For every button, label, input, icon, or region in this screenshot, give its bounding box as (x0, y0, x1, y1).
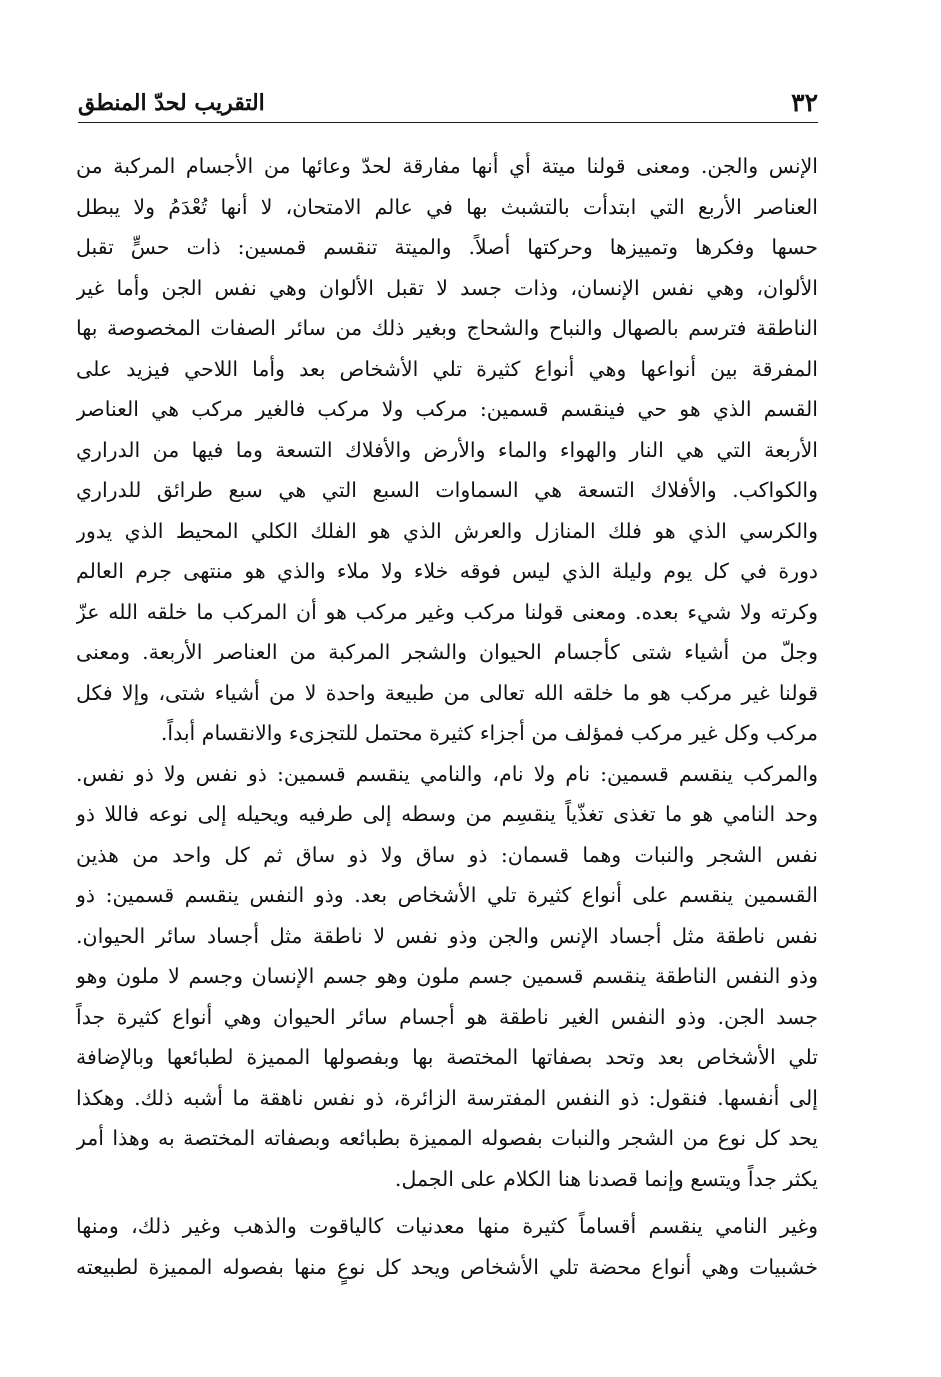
text-line: دورة في كل يوم وليلة الذي ليس فوقه خلاء ولا ملاء والذي هو منتهى جرم العالم (76, 559, 818, 583)
header-divider (78, 122, 818, 123)
page-number: ٣٢ (791, 88, 818, 117)
book-title: التقريب لحدّ المنطق (78, 90, 265, 116)
text-line: والكواكب. والأفلاك التسعة هي السماوات السبع التي هي سبع طرائق للدراري (76, 478, 818, 502)
text-line: الإنس والجن. ومعنى قولنا ميتة أي أنها مفارقة لحدّ وعائها من الأجسام المركبة من (76, 154, 818, 178)
paragraph-2 (76, 1206, 818, 1287)
text-line: القسم الذي هو حي فينقسم قسمين: مركب ولا مركب فالغير مركب هي العناصر (76, 397, 818, 421)
text-line: نفس الشجر والنبات وهما قسمان: ذو ساق ولا ذو ساق ثم كل واحد من هذين (76, 842, 818, 867)
text-line: إلى أنفسها. فنقول: ذو النفس المفترسة الزائرة، ذو نفس ناهقة ما أشبه ذلك. وهكذا (76, 1085, 818, 1110)
text-line: يحد كل نوع من الشجر والنبات بفصوله المميزة بطبائعه وبصفاته المختصة به وهذا أمر (76, 1126, 818, 1150)
running-header (78, 82, 818, 120)
text-line: يكثر جداً ويتسع وإنما قصدنا هنا الكلام على الجمل. (394, 1166, 818, 1191)
text-line: والكرسي الذي هو فلك المنازل والعرش الذي هو الفلك الكلي المحيط الذي يدور (76, 518, 818, 543)
text-line: حسها وفكرها وتمييزها وحركتها أصلاً. والميتة تنقسم قمسين: ذات حسٍّ تقبل (76, 235, 818, 259)
text-line: قولنا غير مركب هو ما خلقه الله تعالى من طبيعة واحدة لا من أشياء شتى، وإلا فكل (76, 680, 818, 705)
text-line: نفس ناطقة مثل أجساد الإنس والجن وذو نفس لا ناطقة مثل أجساد سائر الحيوان. (76, 923, 818, 948)
text-line: الأربعة التي هي النار والهواء والماء والأرض والأفلاك التسعة وما فيها من الدراري (76, 437, 818, 462)
text-line: الألوان، وهي نفس الإنسان، وذات جسد لا تقبل الألوان وهي نفس الجن وأما غير (76, 275, 818, 300)
text-line: القسمين ينقسم على أنواع كثيرة تلي الأشخاص بعد. وذو النفس ينقسم قسمين: ذو (76, 883, 818, 907)
text-line: مركب وكل غير مركب فمؤلف من أجزاء كثيرة محتمل للتجزىء والانقسام أبداً. (160, 721, 818, 745)
text-line: تلي الأشخاص بعد وتحد بصفاتها المختصة بها وبفصولها المميزة لطبائعها وبالإضافة (76, 1045, 818, 1069)
text-line: جسد الجن. وذو النفس الغير ناطقة هو أجسام سائر الحيوان وهي أنواع كثيرة جداً (76, 1004, 818, 1029)
text-line: العناصر الأربع التي ابتدأت بالتشبث بها في عالم الامتحان، لا أنها تُعْدَمُ ولا يبطل (76, 194, 818, 219)
text-line: المفرقة بين أنواعها وهي أنواع كثيرة تلي الأشخاص بعد وأما اللاحي فيزيد على (76, 356, 818, 381)
text-line: وحد النامي هو ما تغذى تغذّياً ينقسِم من وسطه إلى طرفيه ويحيله إلى نوعه فاللا ذو (76, 802, 818, 826)
text-line: وذو النفس الناطقة ينقسم قسمين جسم ملون وهو جسم الإنسان وجسم لا ملون وهو (76, 964, 818, 988)
paragraph-1 (76, 146, 818, 1199)
text-line: وغير النامي ينقسم أقساماً كثيرة منها معدنيات كالياقوت والذهب وغير ذلك، ومنها (76, 1214, 818, 1238)
text-line: وكرته ولا شيء بعده. ومعنى قولنا مركب وغير مركب هو أن المركب ما خلقه الله عزّ (76, 599, 818, 624)
text-line: الناطقة فترسم بالصهال والنباح والشحاج وبغير ذلك من سائر الصفات المخصوصة بها (76, 316, 818, 340)
text-line: والمركب ينقسم قسمين: نام ولا نام، والنامي ينقسم قسمين: ذو نفس ولا ذو نفس. (76, 761, 818, 786)
text-line: وجلّ من أشياء شتى كأجسام الحيوان والشجر المركبة من العناصر الأربعة. ومعنى (76, 640, 818, 664)
text-line: خشبيات وهي أنواع محضة تلي الأشخاص ويحد كل نوعٍ منها بفصوله المميزة لطبيعته (76, 1254, 818, 1279)
